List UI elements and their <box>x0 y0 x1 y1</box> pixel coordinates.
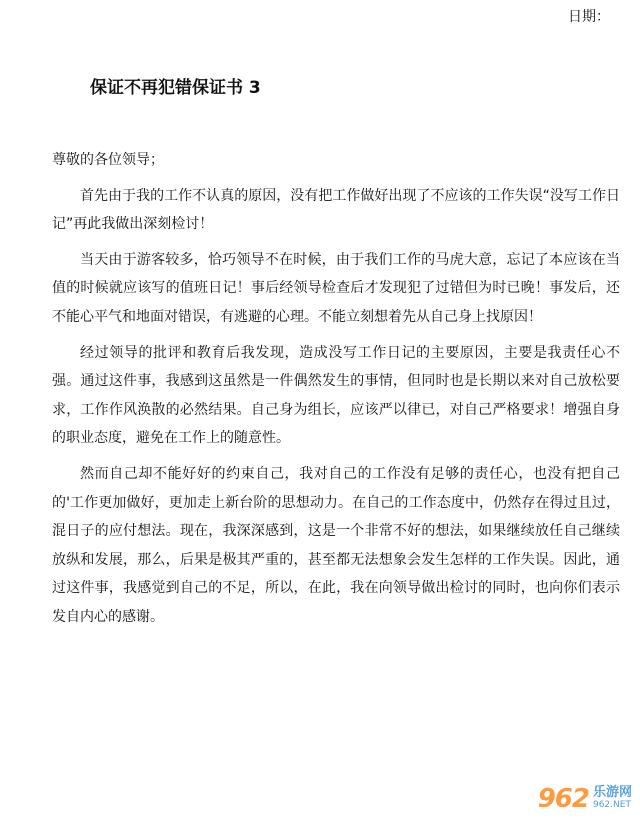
watermark-logo: 962 <box>537 784 589 814</box>
paragraph-2: 当天由于游客较多，恰巧领导不在时候，由于我们工作的马虎大意，忘记了本应该在当值的时候就应该写的值班日记！事后经领导检查后才发现犯了过错但为时已晚！事发后，还不能心平气和地面对错误，有逃避的心理。不能立刻想着先从自己身上找原因！ <box>52 251 620 325</box>
salutation: 尊敬的各位领导； <box>52 152 164 168</box>
paragraph-1: 首先由于我的工作不认真的原因，没有把工作做好出现了不应该的工作失误“没写工作日记”再此我做出深刻检讨！ <box>52 187 620 233</box>
document-body <box>52 146 620 639</box>
date-label: 日期： <box>568 9 610 25</box>
document-title: 保证不再犯错保证书 3 <box>90 78 261 98</box>
watermark-url: 962.NET <box>592 800 631 810</box>
paragraph-3: 经过领导的批评和教育后我发现，造成没写工作日记的主要原因，主要是我责任心不强。通过这件事，我感到这虽然是一件偶然发生的事情，但同时也是长期以来对自己放松要求，工作作风涣散的必然结果。自己身为组长，应该严以律已，对自己严格要求！增强自身的职业态度，避免在工作上的随意性。 <box>52 344 620 447</box>
site-watermark <box>538 784 632 814</box>
watermark-text <box>593 786 632 812</box>
watermark-name: 乐游网 <box>592 785 632 800</box>
paragraph-4: 然而自己却不能好好的约束自己，我对自己的工作没有足够的责任心，也没有把自己的'工作更加做好，更加走上新台阶的思想动力。在自己的工作态度中，仍然存在得过且过，混日子的应付想法。现在，我深深感到，这是一个非常不好的想法，如果继续放任自己继续放纵和发展，那么，后果是极其严重的，甚至都无法想象会发生怎样的工作失误。因此，通过这件事，我感觉到自己的不足，所以，在此，我在向领导做出检讨的同时，也向你们表示发自内心的感谢。 <box>52 465 620 625</box>
